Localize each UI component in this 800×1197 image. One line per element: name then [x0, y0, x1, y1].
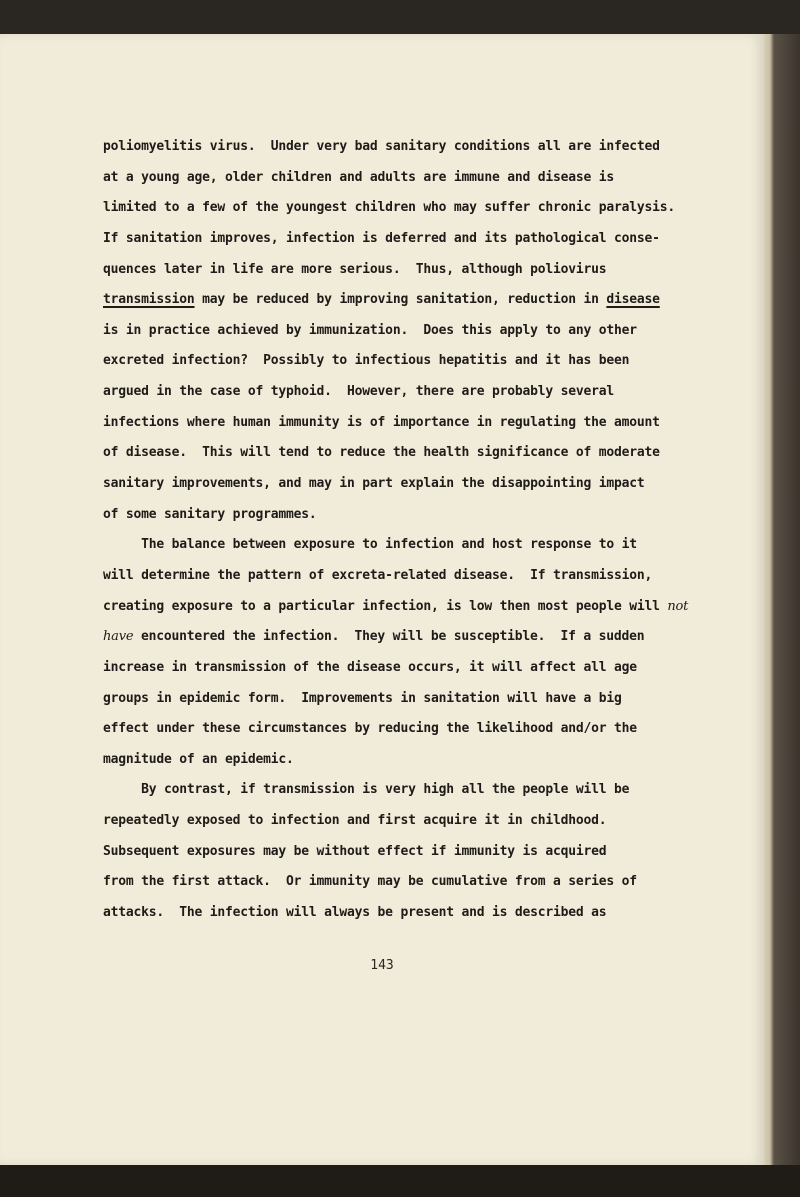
text-line: [103, 775, 703, 806]
text-line: [103, 438, 703, 469]
text-segment: of disease. This will tend to reduce the health significance of moderate: [103, 445, 660, 461]
text-segment: magnitude of an epidemic.: [103, 751, 294, 767]
text-line: [103, 316, 703, 347]
text-segment: By contrast, if transmission is very high all the people will be: [103, 782, 630, 798]
text-segment: may be reduced by improving sanitation, reduction in: [194, 292, 607, 308]
text-line: [103, 224, 703, 255]
text-segment: excreted infection? Possibly to infectious hepatitis and it has been: [103, 353, 630, 369]
text-segment: infections where human immunity is of importance in regulating the amount: [103, 414, 660, 430]
text-segment: limited to a few of the youngest children who may suffer chronic paralysis.: [103, 200, 675, 216]
text-segment: argued in the case of typhoid. However, there are probably several: [103, 384, 614, 400]
text-segment: groups in epidemic form. Improvements in sanitation will have a big: [103, 690, 622, 706]
text-segment: The balance between exposure to infection and host response to it: [103, 537, 637, 553]
text-line: [103, 837, 703, 868]
text-segment: sanitary improvements, and may in part explain the disappointing impact: [103, 476, 645, 492]
text-segment: will determine the pattern of excreta-related disease. If transmission,: [103, 567, 653, 583]
underlined-text: disease: [606, 292, 660, 308]
text-line: [103, 561, 703, 592]
text-segment: Subsequent exposures may be without effect if immunity is acquired: [103, 843, 607, 859]
body-text: [103, 132, 703, 929]
text-segment: from the first attack. Or immunity may be cumulative from a series of: [103, 874, 637, 890]
underlined-text: transmission: [103, 292, 195, 308]
paragraph: [103, 132, 703, 530]
handwritten-correction: not: [667, 598, 689, 614]
text-segment: poliomyelitis virus. Under very bad sanitary conditions all are infected: [103, 139, 660, 154]
text-segment: attacks. The infection will always be present and is described as: [103, 905, 607, 921]
text-line: [103, 592, 703, 623]
scan-background-bottom: [0, 1165, 800, 1197]
text-line: [103, 500, 703, 531]
page-number: 143: [370, 958, 394, 973]
page-edge: [764, 34, 800, 1165]
text-line: [103, 163, 703, 194]
text-segment: encountered the infection. They will be susceptible. If a sudden: [133, 629, 645, 645]
text-line: [103, 377, 703, 408]
text-line: [103, 684, 703, 715]
text-segment: creating exposure to a particular infection, is low then most people will: [103, 598, 668, 614]
document-page: [0, 34, 764, 1165]
text-line: [103, 132, 703, 163]
text-line: [103, 622, 703, 653]
text-segment: If sanitation improves, infection is deferred and its pathological conse-: [103, 230, 660, 246]
text-line: [103, 408, 703, 439]
scan-background-top: [0, 0, 800, 34]
text-line: [103, 745, 703, 776]
text-segment: effect under these circumstances by reducing the likelihood and/or the: [103, 721, 637, 737]
text-line: [103, 255, 703, 286]
text-line: [103, 653, 703, 684]
paragraph: [103, 530, 703, 775]
text-segment: increase in transmission of the disease occurs, it will affect all age: [103, 659, 637, 675]
text-line: [103, 193, 703, 224]
text-line: [103, 806, 703, 837]
text-line: [103, 530, 703, 561]
text-segment: quences later in life are more serious. Thus, although poliovirus: [103, 261, 607, 277]
paragraph: [103, 775, 703, 928]
text-line: [103, 714, 703, 745]
text-segment: repeatedly exposed to infection and first acquire it in childhood.: [103, 813, 607, 829]
text-segment: of some sanitary programmes.: [103, 506, 317, 522]
text-line: [103, 285, 703, 316]
text-line: [103, 346, 703, 377]
text-segment: is in practice achieved by immunization. Does this apply to any other: [103, 322, 637, 338]
text-line: [103, 898, 703, 929]
text-line: [103, 469, 703, 500]
handwritten-correction: have: [103, 629, 134, 645]
text-line: [103, 867, 703, 898]
text-segment: at a young age, older children and adults are immune and disease is: [103, 169, 614, 185]
